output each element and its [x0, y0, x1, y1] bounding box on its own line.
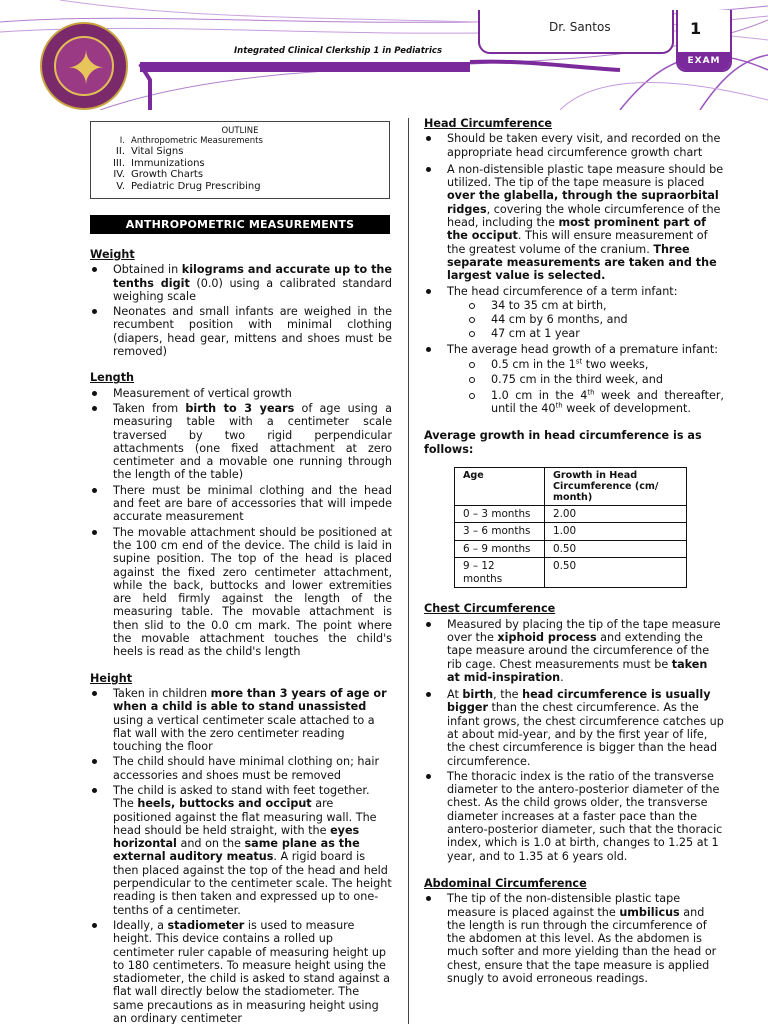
abdominal-list [424, 892, 724, 985]
list-item: 0.75 cm in the third week, and [469, 373, 724, 386]
list-item: Measured by placing the tip of the tape measure over the xiphoid process and extending the tape measure around the circumference of the rib cage. Chest measurements must be taken at mid-inspiration. [424, 618, 724, 684]
head-list [424, 132, 724, 415]
right-column [424, 117, 724, 985]
height-heading: Height [90, 671, 133, 685]
school-seal-logo [40, 22, 128, 110]
page-number: 1 [690, 19, 702, 38]
exam-tag: EXAM [678, 52, 730, 70]
table-cell: 1.00 [545, 523, 687, 541]
list-item: Obtained in kilograms and accurate up to the tenths digit (0.0) using a calibrated standard weighing scale [90, 263, 392, 303]
doctor-name: Dr. Santos [549, 20, 611, 34]
table-row [455, 540, 687, 558]
list-item: The movable attachment should be positioned at the 100 cm end of the device. The child is laid in supine position. The top of the head is placed against the fixed zero centimeter attachment, while the back, buttocks and lower extremities are held firmly against the length of the measuring table. The movable attachment is then slid to the 0.0 cm mark. The point where the movable attachment touches the child's heels is read as the child's length [90, 526, 392, 659]
list-item: Neonates and small infants are weighed in the recumbent position with minimal clothing (diapers, head gear, mittens and shoes must be removed) [90, 305, 392, 358]
list-item: Taken in children more than 3 years of age or when a child is able to stand unassisted using a vertical centimeter scale attached to a flat wall with the zero centimeter reading touching the floor [90, 687, 392, 753]
list-item: A non-distensible plastic tape measure should be utilized. The tip of the tape measure is placed over the glabella, through the supraorbital ridges, covering the whole circumference of the head, including the most prominent part of the occiput. This will ensure measurement of the greatest volume of the cranium. Three separate measurements are taken and the largest value is selected. [424, 163, 724, 283]
list-item: Measurement of vertical growth [90, 387, 392, 400]
table-row [455, 505, 687, 523]
course-title: Integrated Clinical Clerkship 1 in Pediatrics [234, 46, 442, 56]
term-infant-list [469, 299, 724, 341]
outline-item: III. Immunizations [112, 157, 205, 169]
table-cell: 9 – 12 months [455, 558, 545, 588]
outline-item: IV. Growth Charts [113, 169, 204, 180]
average-growth-title: Average growth in head circumference is as follows: [424, 429, 702, 456]
list-item: The average head growth of a premature infant: 0.5 cm in the 1st two weeks, 0.75 cm in the third week, and 1.0 cm in the 4th week and thereafter, until the 40th week of development. [424, 343, 724, 415]
outline-item: V. Pediatric Drug Prescribing [116, 180, 261, 192]
table-header-cell: Age [455, 467, 545, 505]
compass-star-icon: ✦ [66, 41, 106, 95]
table-header-cell: Growth in Head Circumference (cm/ month) [545, 467, 687, 505]
growth-table [454, 467, 687, 589]
weight-heading: Weight [90, 248, 135, 261]
table-cell: 0 – 3 months [455, 505, 545, 523]
list-item: 0.5 cm in the 1st two weeks, [469, 358, 724, 371]
table-cell: 0.50 [545, 558, 687, 588]
list-item: The child is asked to stand with feet together. The heels, buttocks and occiput are positioned against the flat measuring wall. The head should be held straight, with the eyes horizontal and on the same plane as the external auditory meatus. A rigid board is then placed against the top of the head and held perpendicular to the centimeter scale. The height reading is then taken and expressed up to one-tenths of a centimeter. [90, 784, 392, 917]
table-row [455, 558, 687, 588]
table-header-row [455, 467, 687, 505]
left-column [90, 110, 392, 1024]
abdominal-circumference-heading: Abdominal Circumference [424, 876, 587, 890]
weight-list [90, 263, 392, 358]
outline-box [90, 121, 390, 199]
table-row [455, 523, 687, 541]
height-list [90, 687, 392, 1024]
table-cell: 2.00 [545, 505, 687, 523]
outline-item: I. Anthropometric Measurements [119, 136, 263, 146]
list-item: The thoracic index is the ratio of the transverse diameter to the antero-posterior diameter of the chest. As the child grows older, the transverse diameter increases at a faster pace than the antero-posterior diameter, such that the thoracic index, which is 1.0 at birth, changes to 1.25 at 1 year, and to 1.35 at 6 years old. [424, 770, 724, 863]
table-cell: 3 – 6 months [455, 523, 545, 541]
head-circumference-heading: Head Circumference [424, 117, 552, 130]
list-item: 47 cm at 1 year [469, 327, 724, 340]
list-item: Should be taken every visit, and recorded on the appropriate head circumference growth chart [424, 132, 724, 159]
length-heading: Length [90, 371, 135, 385]
premature-infant-list [469, 358, 724, 415]
chest-circumference-heading: Chest Circumference [424, 602, 556, 616]
list-item: 44 cm by 6 months, and [469, 313, 724, 326]
exam-box [676, 10, 732, 72]
section-banner: ANTHROPOMETRIC MEASUREMENTS [90, 215, 390, 234]
list-item: The head circumference of a term infant: 34 to 35 cm at birth, 44 cm by 6 months, and 47 cm at 1 year [424, 285, 724, 341]
list-item: There must be minimal clothing and the head and feet are bare of accessories that will impede accurate measurement [90, 484, 392, 524]
outline-title: OUTLINE [221, 126, 259, 136]
list-item: Ideally, a stadiometer is used to measure height. This device contains a rolled up centimeter ruler capable of measuring height up to 180 centimeters. To measure height using the stadiometer, the child is asked to stand against a flat wall directly below the stadiometer. The same precautions as in measuring height using an ordinary centimeter [90, 919, 392, 1024]
list-item: 1.0 cm in the 4th week and thereafter, until the 40th week of development. [469, 389, 724, 416]
outline-item: II. Vital Signs [115, 146, 184, 157]
table-cell: 0.50 [545, 540, 687, 558]
table-cell: 6 – 9 months [455, 540, 545, 558]
list-item: At birth, the head circumference is usually bigger than the chest circumference. As the infant grows, the chest circumference catches up at about mid-year, and by the first year of life, the chest circumference is bigger than the head circumference. [424, 688, 724, 768]
list-item: Taken from birth to 3 years of age using a measuring table with a centimeter scale traversed by two rigid perpendicular attachments (one fixed attachment at zero centimeter and a movable one running through the length of the table) [90, 402, 392, 482]
list-item: 34 to 35 cm at birth, [469, 299, 724, 312]
list-item: The tip of the non-distensible plastic tape measure is placed against the umbilicus and the length is run through the circumference of the abdomen at this level. As the abdomen is much softer and more yielding than the head or chest, ensure that the tape measure is applied snugly to avoid erroneous readings. [424, 892, 724, 985]
column-divider [408, 118, 409, 1024]
list-item: The child should have minimal clothing on; hair accessories and shoes must be removed [90, 755, 392, 782]
chest-list [424, 618, 724, 863]
length-list [90, 387, 392, 659]
page-header [0, 0, 768, 110]
